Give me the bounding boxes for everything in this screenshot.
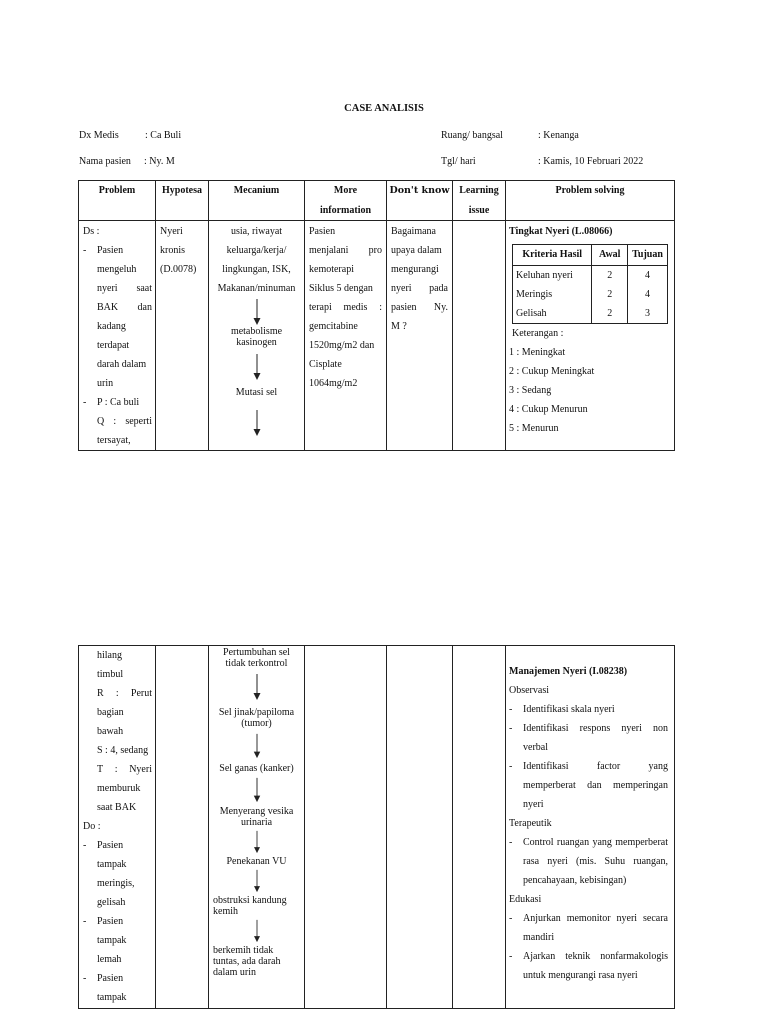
mecanium-step: Mutasi sel: [235, 387, 278, 398]
learning-issue-cell: [453, 221, 506, 451]
problem-q: :: [113, 416, 117, 427]
problem-q: tersayat,: [97, 435, 131, 446]
problem-r: :: [115, 688, 119, 699]
awal-cell: 2: [592, 265, 628, 285]
problem-r: Perut: [130, 688, 152, 699]
problem-text: darah dalam: [97, 359, 147, 370]
dont-know-text: M ?: [391, 321, 407, 332]
mecanium-step: berkemih tidak tuntas, ada darah dalam urin: [213, 945, 281, 978]
case-table-page2: [78, 645, 675, 1009]
more-info-text: kemoterapi: [309, 264, 354, 275]
do-label: Do :: [83, 821, 101, 832]
ruang-label: Ruang/ bangsal: [441, 130, 503, 141]
problem-text: saat: [136, 283, 152, 294]
problem-p: P : Ca buli: [97, 397, 140, 408]
awal-cell: 2: [592, 285, 628, 304]
ruang-value: : Kenanga: [538, 130, 579, 141]
problem-cell: Ds : - Pasien mengeluh nyeri saat BAK dan kadang terdapat darah dalam urin - P : Ca buli Q : seperti tersayat,: [79, 221, 156, 451]
problem-text: bagian: [97, 707, 124, 718]
intervention-item: Control ruangan yang memperberat rasa nyeri (mis. Suhu ruangan, pencahayaan, kebisingan): [523, 837, 668, 886]
more-info-text: gemcitabine: [309, 321, 358, 332]
problem-text: saat BAK: [97, 802, 137, 813]
tgl-value: : Kamis, 10 Februari 2022: [538, 156, 644, 167]
nama-label: Nama pasien: [79, 156, 131, 167]
criteria-cell: Meringis: [513, 285, 592, 304]
col-learning: Learning issue: [453, 181, 506, 221]
problem-text: gelisah: [97, 897, 126, 908]
problem-text: tampak: [97, 992, 127, 1003]
section-terapeutik: Terapeutik: [509, 818, 552, 829]
more-info-text: 1064mg/m2: [309, 378, 358, 389]
intervention-item: Identifikasi respons nyeri non verbal: [523, 723, 668, 753]
more-info-text: Cisplate: [309, 359, 342, 370]
mecanium-cause: Makanan/minuman: [217, 283, 296, 294]
problem-text: tampak: [97, 935, 127, 946]
intervention-item: Anjurkan memonitor nyeri secara mandiri: [523, 913, 668, 943]
table-row: [513, 265, 668, 285]
dont-know-text: Bagaimana: [391, 226, 436, 237]
problem-text: urin: [97, 378, 114, 389]
problem-text: Pasien: [97, 916, 124, 927]
problem-text: timbul: [97, 669, 124, 680]
keterangan-label: Keterangan :: [512, 327, 564, 339]
scale-item: 5 : Menurun: [509, 422, 559, 434]
scale-item: 2 : Cukup Meningkat: [509, 365, 595, 377]
tujuan-header: Tujuan: [628, 245, 668, 266]
mecanium-step: obstruksi kandung kemih: [213, 895, 287, 917]
arrow-down-icon: [252, 777, 262, 803]
arrow-down-icon: [252, 673, 262, 701]
dont-know-text: nyeri pada: [391, 283, 448, 294]
criteria-header: Kriteria Hasil: [513, 245, 592, 266]
arrow-down-icon: [252, 830, 262, 854]
problem-q: Q: [97, 416, 105, 427]
mecanium-step: Pertumbuhan sel tidak terkontrol: [223, 647, 290, 669]
scale-item: 4 : Cukup Menurun: [509, 403, 588, 415]
mecanium-cell: [209, 646, 305, 1009]
col-mecanium: Mecanium: [209, 181, 305, 221]
problem-text: hilang: [97, 650, 122, 661]
arrow-down-icon: [252, 919, 262, 943]
problem-t: T: [97, 764, 104, 775]
hypotesa-text: kronis: [160, 245, 185, 256]
dont-know-text: upaya dalam: [391, 245, 442, 256]
mecanium-cause: usia, riwayat: [230, 226, 283, 237]
problem-r: R: [97, 688, 104, 699]
nama-value: : Ny. M: [144, 156, 175, 167]
problem-text: Pasien: [97, 973, 124, 984]
dont-know-text: mengurangi: [391, 264, 439, 275]
mecanium-cause: lingkungan, ISK,: [222, 264, 291, 275]
problem-solving-cell: Manajemen Nyeri (I.08238) Observasi - Identifikasi skala nyeri - Identifikasi respons nyeri non verbal - Identifikasi factor yang memperberat dan memperingan nyeri Terapeutik - Control ruangan yang memperberat rasa nyeri (mis. Suhu ruangan, pencahayaan, kebisingan) Edukasi - Anjurkan memonitor nyeri secara mandiri - Ajarkan teknik nonfarmakologis untuk mengurangi rasa nyeri: [506, 646, 675, 1009]
dx-label: Dx Medis: [79, 130, 119, 141]
table-row: [79, 221, 675, 451]
arrow-down-icon: [252, 733, 262, 759]
table-row: [79, 646, 675, 1009]
solving-heading: Manajemen Nyeri (I.08238): [509, 666, 628, 677]
problem-solving-cell: [506, 221, 675, 451]
section-observasi: Observasi: [509, 685, 549, 696]
problem-text: Pasien: [97, 245, 124, 256]
scale-item: 3 : Sedang: [509, 384, 552, 396]
hypotesa-text: (D.0078): [160, 264, 197, 275]
problem-text: Pasien: [97, 840, 124, 851]
col-more-info: More information: [305, 181, 387, 221]
mecanium-step: metabolisme kasinogen: [230, 326, 283, 348]
problem-cell: hilang timbul R : Perut bagian bawah S : 4, sedang T : Nyeri memburuk saat BAK Do : - Pasien tampak meringis, gelisah - Pasien tampak lemah - Pasien tampak: [79, 646, 156, 1009]
problem-t: :: [114, 764, 118, 775]
problem-text: kadang: [97, 321, 126, 332]
problem-text: dan: [137, 302, 152, 313]
solving-heading: Tingkat Nyeri (L.08066): [509, 226, 613, 237]
hypotesa-cell: [156, 221, 209, 451]
section-edukasi: Edukasi: [509, 894, 542, 905]
page-title: CASE ANALISIS: [344, 103, 424, 114]
awal-header: Awal: [592, 245, 628, 266]
problem-text: nyeri: [97, 283, 118, 294]
arrow-down-icon: [252, 409, 262, 437]
more-info-text: Siklus 5 dengan: [309, 283, 373, 294]
mecanium-step: Menyerang vesika urinaria: [219, 806, 294, 828]
dx-value: : Ca Buli: [145, 130, 182, 141]
scale-item: 1 : Meningkat: [509, 346, 566, 358]
col-problem: Problem: [79, 181, 156, 221]
more-info-text: Pasien: [309, 226, 336, 237]
table-row: [513, 304, 668, 324]
learning-issue-cell: [453, 646, 506, 1009]
case-table-page1: [78, 180, 675, 451]
problem-text: terdapat: [97, 340, 130, 351]
intervention-item: Ajarkan teknik nonfarmakologis untuk mengurangi rasa nyeri: [523, 951, 668, 981]
mecanium-cell: [209, 221, 305, 451]
more-info-text: 1520mg/m2 dan: [309, 340, 375, 351]
tujuan-cell: 4: [628, 285, 668, 304]
criteria-table: [512, 244, 668, 324]
table-row: [513, 285, 668, 304]
tujuan-cell: 4: [628, 265, 668, 285]
more-info-text: terapi medis :: [309, 302, 382, 313]
problem-q: seperti: [125, 416, 152, 427]
more-info-cell: [305, 221, 387, 451]
tujuan-cell: 3: [628, 304, 668, 324]
hypotesa-cell: [156, 646, 209, 1009]
arrow-down-icon: [252, 298, 262, 326]
problem-text: meringis,: [97, 878, 135, 889]
problem-text: BAK: [97, 302, 119, 313]
problem-text: lemah: [97, 954, 122, 965]
dont-know-text: pasien Ny.: [391, 302, 448, 313]
dont-know-cell: [387, 646, 453, 1009]
problem-text: bawah: [97, 726, 124, 737]
ds-label: Ds :: [83, 226, 100, 237]
problem-text: memburuk: [97, 783, 141, 794]
hypotesa-text: Nyeri: [160, 226, 183, 237]
problem-text: tampak: [97, 859, 127, 870]
problem-s: S : 4, sedang: [97, 745, 149, 756]
col-dont-know: Don't know: [387, 181, 453, 221]
criteria-cell: Keluhan nyeri: [513, 265, 592, 285]
intervention-item: Identifikasi skala nyeri: [523, 704, 615, 715]
awal-cell: 2: [592, 304, 628, 324]
table-header-row: [79, 181, 675, 221]
problem-t: Nyeri: [129, 764, 152, 775]
col-problem-solving: Problem solving: [506, 181, 675, 221]
tgl-label: Tgl/ hari: [441, 156, 476, 167]
mecanium-cause: keluarga/kerja/: [226, 245, 287, 256]
more-info-cell: [305, 646, 387, 1009]
more-info-text: menjalani pro: [309, 245, 382, 256]
problem-text: mengeluh: [97, 264, 137, 275]
arrow-down-icon: [252, 869, 262, 893]
dont-know-cell: [387, 221, 453, 451]
intervention-item: Identifikasi factor yang memperberat dan memperingan nyeri: [523, 761, 668, 810]
mecanium-step: Sel jinak/papiloma (tumor): [218, 707, 295, 729]
mecanium-step: Sel ganas (kanker): [219, 763, 294, 774]
col-hypotesa: Hypotesa: [156, 181, 209, 221]
criteria-cell: Gelisah: [513, 304, 592, 324]
arrow-down-icon: [252, 353, 262, 381]
mecanium-step: Penekanan VU: [226, 856, 287, 867]
